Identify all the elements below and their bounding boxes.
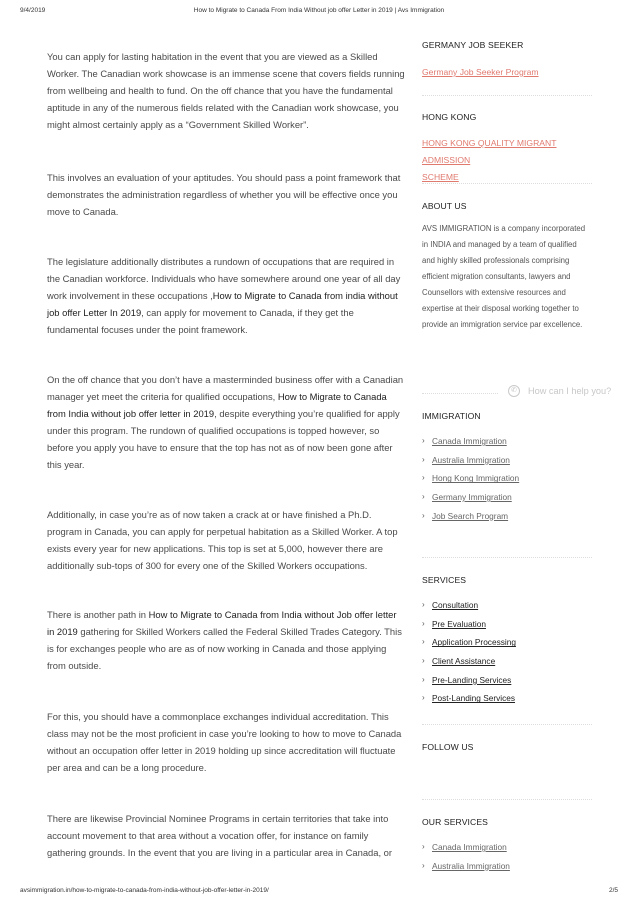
immigration-heading: IMMIGRATION — [422, 411, 481, 421]
sidebar-our-services — [422, 817, 602, 875]
services-item-label: Post-Landing Services — [432, 693, 516, 704]
sidebar-hongkong — [422, 112, 602, 186]
sidebar-divider — [422, 95, 592, 96]
whatsapp-icon: ✆ — [508, 385, 520, 397]
germany-heading: GERMANY JOB SEEKER — [422, 40, 524, 50]
services-item[interactable] — [422, 689, 602, 708]
paragraph-2: This involves an evaluation of your aptitudes. You should pass a point framework that demonstrates the administration regardless of whether you will be effective once you move to Canada. — [47, 172, 401, 217]
services-item-label: Pre Evaluation — [432, 618, 486, 629]
germany-job-seeker-link[interactable]: Germany Job Seeker Program — [422, 67, 539, 77]
immigration-item-label: Canada Immigration — [432, 436, 507, 446]
sidebar-about — [422, 201, 602, 333]
services-item[interactable] — [422, 652, 602, 671]
paragraph-4-text-a: On the off chance that you don’t have a masterminded business offer with a Canadian manager yet meet the criteria for qualified occupations, — [47, 374, 404, 402]
paragraph-4 — [47, 371, 405, 473]
print-title: How to Migrate to Canada From India Without job offer Letter in 2019 | Avs Immigration — [193, 7, 445, 14]
paragraph-3-text-b: , can apply for movement to Canada, if they get the fundamental focuses under the point framework. — [47, 307, 354, 335]
immigration-item[interactable] — [422, 488, 602, 507]
hongkong-scheme-link-line1[interactable]: HONG KONG QUALITY MIGRANT ADMISSION — [422, 138, 557, 165]
chevron-right-icon: › — [422, 656, 425, 666]
sidebar-divider — [422, 557, 592, 558]
print-header — [0, 7, 638, 19]
about-heading: ABOUT US — [422, 201, 467, 211]
immigration-item-label: Hong Kong Immigration — [432, 473, 520, 484]
paragraph-6-text-a: There is another path in — [47, 609, 147, 620]
chevron-right-icon: › — [422, 637, 425, 647]
paragraph-3 — [47, 253, 405, 338]
our-services-heading: OUR SERVICES — [422, 817, 488, 827]
immigration-item-label: Germany Immigration — [432, 492, 512, 503]
chevron-right-icon: › — [422, 693, 425, 703]
chevron-right-icon: › — [422, 454, 425, 464]
chevron-right-icon: › — [422, 842, 425, 851]
paragraph-8: There are likewise Provincial Nominee Programs in certain territories that take into account movement to that area without a vocation offer, for instance on family gathering grounds. In the event that you are living in a particular area in Canada, or — [47, 813, 393, 858]
chevron-right-icon: › — [422, 860, 425, 870]
sidebar-services — [422, 575, 602, 708]
our-services-item-label: Australia Immigration — [432, 860, 510, 871]
chat-label: How can I help you? — [528, 386, 612, 396]
chat-widget[interactable] — [508, 385, 611, 397]
chevron-right-icon: › — [422, 473, 425, 483]
paragraph-1: You can apply for lasting habitation in the event that you are viewed as a Skilled Worker. The Canadian work showcase is an immense scene that covers fields running from wellbeing and health to fund. On the off chance that you have the fundamental aptitude in any of the numerous fields related with the Canadian work showcase, you might almost certainly apply as a “Government Skilled Worker”. — [47, 51, 405, 130]
our-services-item[interactable] — [422, 857, 602, 876]
follow-heading: FOLLOW US — [422, 742, 474, 752]
immigration-item[interactable] — [422, 469, 602, 488]
article-link-3[interactable]: How to Migrate to Canada from India without Job offer letter in 2019 — [47, 609, 397, 637]
services-item[interactable] — [422, 596, 602, 615]
sidebar-germany — [422, 40, 602, 81]
immigration-item[interactable] — [422, 507, 602, 526]
print-url: avsimmigration.in/how-to-migrate-to-canada-from-india-without-job-offer-letter-in-2019/ — [20, 887, 269, 894]
article-link-2[interactable]: How to Migrate to Canada from India without job offer letter in 2019 — [47, 391, 387, 419]
services-item-label: Client Assistance — [432, 656, 496, 667]
immigration-item[interactable] — [422, 432, 602, 451]
hongkong-heading: HONG KONG — [422, 112, 477, 122]
our-services-item[interactable] — [422, 838, 602, 857]
print-footer — [0, 887, 638, 899]
services-item-label: Application Processing — [432, 637, 516, 648]
chevron-right-icon: › — [422, 600, 425, 609]
print-page-number: 2/5 — [608, 887, 618, 894]
paragraph-4-text-b: , despite everything you’re qualified for apply under this program. The rundown of qualified occupations is topped however, so before you apply you have to ensure that the top has not as of now been gone after this year. — [47, 408, 400, 470]
paragraph-5: Additionally, in case you’re as of now taken a crack at or have finished a Ph.D. program in Canada, you can apply for perpetual habitation as a Skilled Worker. A top exists every year for new applications. This top is set at 5,000, however there are additionally sub-tops of 300 for every one of the Skilled Workers occupations. — [47, 509, 398, 571]
services-item-label: Pre-Landing Services — [432, 674, 512, 685]
sidebar-follow — [422, 742, 602, 752]
sidebar-divider — [422, 799, 592, 800]
chevron-right-icon: › — [422, 674, 425, 684]
chat-divider — [422, 393, 498, 394]
paragraph-7: For this, you should have a commonplace exchanges individual accreditation. This class may not be the most proficient in case you’re looking to how to move to Canada without an occupation offer letter in 2019 holding up since accreditation will fluctuate per area and can be a long procedure. — [47, 711, 402, 773]
our-services-item-label: Canada Immigration — [432, 842, 507, 852]
services-item[interactable] — [422, 633, 602, 652]
chevron-right-icon: › — [422, 510, 425, 520]
sidebar-divider — [422, 724, 592, 725]
immigration-item-label: Job Search Program — [432, 510, 509, 521]
sidebar-immigration — [422, 411, 602, 525]
sidebar-divider — [422, 183, 592, 184]
chevron-right-icon: › — [422, 618, 425, 628]
hongkong-scheme-link-line2[interactable]: SCHEME — [422, 172, 459, 182]
services-item[interactable] — [422, 671, 602, 690]
paragraph-6 — [47, 606, 405, 674]
services-item-label: Consultation — [432, 600, 479, 610]
about-text: AVS IMMIGRATION is a company incorporated in INDIA and managed by a team of qualified and highly skilled professionals comprising efficient migration consultants, lawyers and Counsellors with extensive resources and expertise at their disposal working together to provide an immigration service par excellence. — [422, 224, 586, 329]
paragraph-6-text-b: gathering for Skilled Workers called the Federal Skilled Trades Category. This is for exchanges people who are as of now working in Canada and those applying from outside. — [47, 626, 402, 671]
article-link-1[interactable]: How to Migrate to Canada from india without job offer Letter In 2019 — [47, 290, 398, 318]
services-item[interactable] — [422, 615, 602, 634]
immigration-item-label: Australia Immigration — [432, 454, 510, 465]
chevron-right-icon: › — [422, 492, 425, 502]
print-date: 9/4/2019 — [20, 7, 46, 14]
immigration-item[interactable] — [422, 451, 602, 470]
chevron-right-icon: › — [422, 436, 425, 445]
services-heading: SERVICES — [422, 575, 467, 585]
paragraph-3-text-a: The legislature additionally distributes a rundown of occupations that are required in the Canadian workforce. Individuals who have somewhere around one year of all day work involvement in these occupations , — [47, 256, 401, 301]
